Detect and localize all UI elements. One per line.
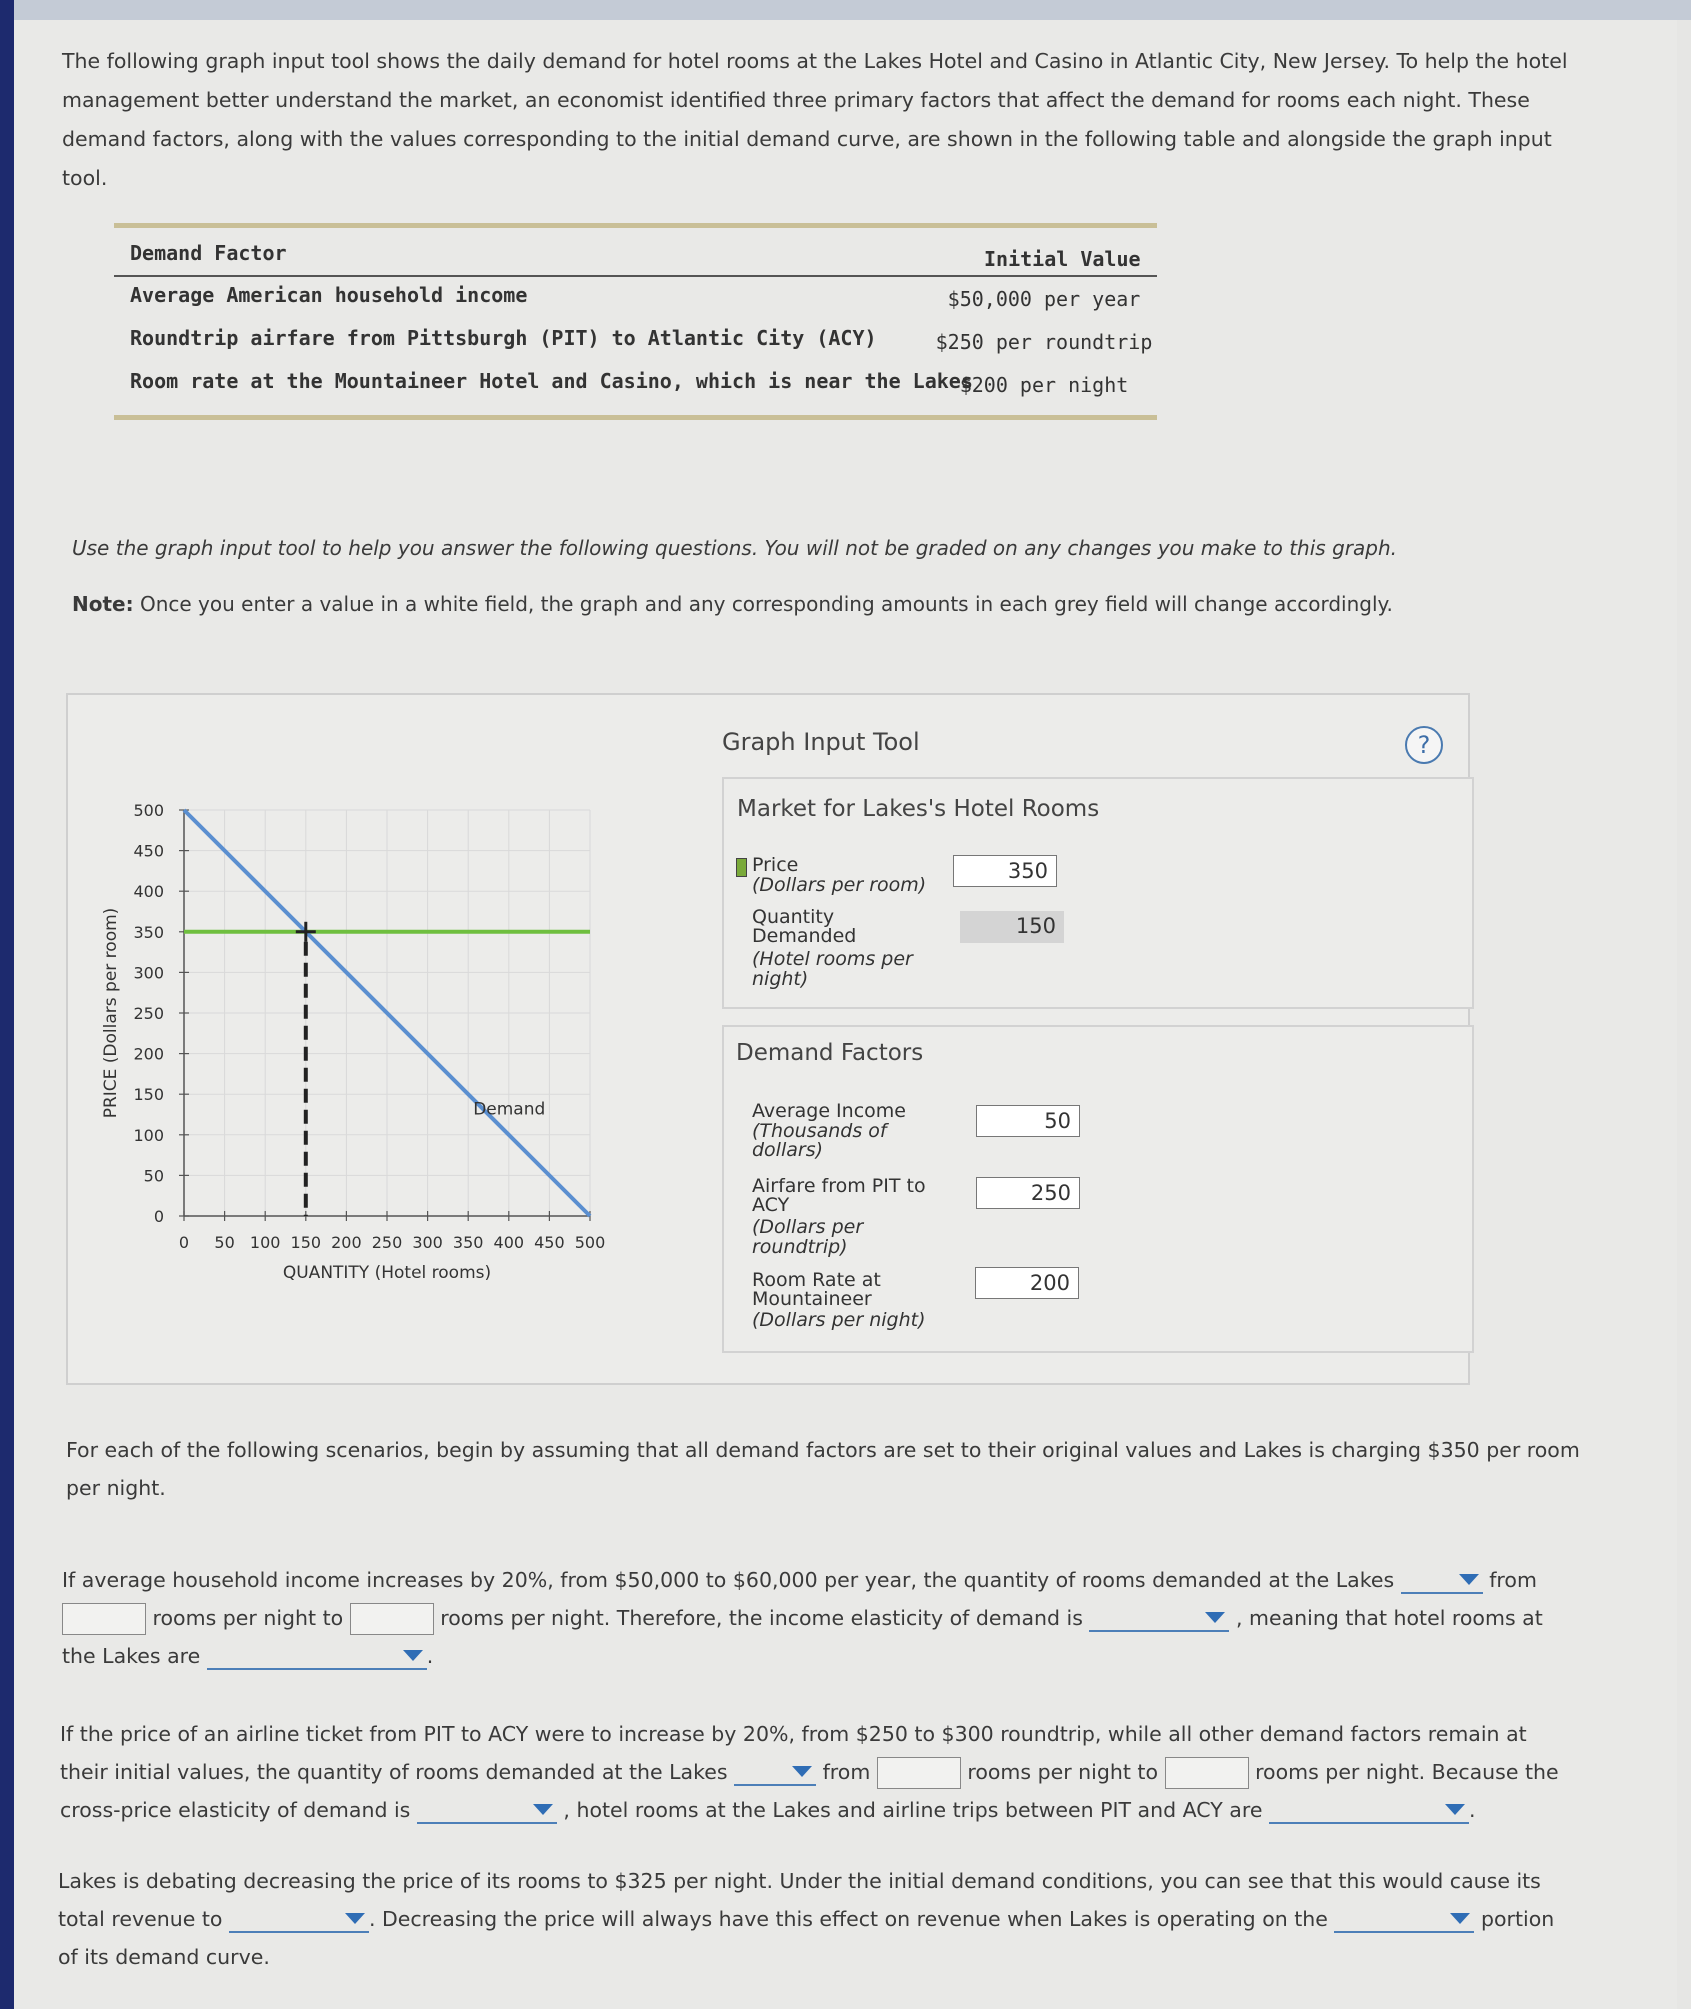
left-bar — [0, 0, 14, 2009]
q2-text-3: rooms per night to — [967, 1760, 1159, 1784]
x-tick-label: 50 — [214, 1233, 235, 1252]
q2-text-1: If the price of an airline ticket from PIT to ACY were to increase by 20%, from $250 to $300 roundtrip, while all other demand factors remain at their initial values, the quantity of rooms demanded at the Lakes — [60, 1722, 1527, 1784]
airfare-label-2: ACY — [752, 1194, 790, 1216]
demand-chart — [88, 790, 648, 1290]
q1-text-4: rooms per night. Therefore, the income elasticity of demand is — [440, 1606, 1083, 1630]
table-rule-top — [114, 223, 1157, 228]
note-body: Once you enter a value in a white field, the graph and any corresponding amounts in each grey field will change accordingly. — [133, 592, 1393, 616]
tool-title: Graph Input Tool — [722, 728, 920, 756]
airfare-label-1: Airfare from PIT to — [752, 1175, 926, 1197]
x-tick-label: 300 — [412, 1233, 443, 1252]
y-tick-label: 300 — [133, 963, 164, 983]
q1-change-dropdown[interactable] — [1401, 1568, 1483, 1594]
q1-text-2: from — [1489, 1568, 1537, 1592]
table-row-value: $50,000 per year — [947, 287, 1141, 311]
price-unit: (Dollars per room) — [752, 874, 927, 896]
quantity-demanded-field: 150 — [960, 911, 1064, 943]
help-icon[interactable]: ? — [1405, 726, 1443, 764]
q2-relationship-dropdown[interactable] — [1269, 1798, 1469, 1824]
top-bar — [0, 0, 1691, 20]
y-tick-label: 150 — [133, 1085, 164, 1105]
q2-elasticity-dropdown[interactable] — [417, 1798, 557, 1824]
q1-text-6: . — [426, 1644, 434, 1668]
table-row-value: $250 per roundtrip — [935, 330, 1153, 354]
table-row-factor: Roundtrip airfare from Pittsburgh (PIT) to Atlantic City (ACY) — [130, 326, 877, 350]
q2-text-5: , hotel rooms at the Lakes and airline trips between PIT and ACY are — [563, 1798, 1263, 1822]
q3-text-1: Lakes is debating decreasing the price of its rooms to $325 per night. Under the initial demand conditions, you can see that this would cause its total revenue to — [58, 1869, 1541, 1931]
x-tick-label: 200 — [331, 1233, 362, 1252]
chevron-down-icon — [345, 1913, 365, 1924]
table-header-value: Initial Value — [984, 247, 1141, 271]
y-tick-label: 500 — [133, 801, 164, 820]
x-tick-label: 350 — [452, 1233, 484, 1252]
x-axis-label: QUANTITY (Hotel rooms) — [282, 1263, 492, 1283]
x-tick-label: 500 — [574, 1233, 606, 1252]
instruction-text: Use the graph input tool to help you answer the following questions. You will not be graded on any changes you make to this graph. — [72, 536, 1397, 560]
chevron-down-icon — [792, 1766, 812, 1777]
q1-good-type-dropdown[interactable] — [207, 1644, 427, 1670]
table-header-factor: Demand Factor — [130, 241, 287, 265]
room-rate-label-1: Room Rate at — [752, 1269, 881, 1291]
table-row-factor: Room rate at the Mountaineer Hotel and Casino, which is near the Lakes — [130, 369, 973, 393]
x-tick-label: 0 — [178, 1233, 190, 1252]
y-tick-label: 100 — [133, 1125, 164, 1145]
question-airfare — [60, 1715, 1570, 1829]
room-rate-unit: (Dollars per night) — [752, 1309, 926, 1331]
chevron-down-icon — [403, 1650, 423, 1661]
price-input[interactable]: 350 — [953, 855, 1057, 887]
qd-unit-1: (Hotel rooms per — [752, 948, 913, 970]
q1-text-3: rooms per night to — [152, 1606, 344, 1630]
table-rule-bottom — [114, 415, 1157, 420]
income-unit-1: (Thousands of — [752, 1120, 887, 1142]
q2-from-input[interactable] — [877, 1757, 961, 1789]
airfare-unit-2: roundtrip) — [752, 1236, 848, 1258]
x-tick-label: 150 — [290, 1233, 322, 1252]
chevron-down-icon — [533, 1804, 553, 1815]
price-label: Price — [752, 854, 799, 876]
chevron-down-icon — [1445, 1804, 1465, 1815]
intro-text: The following graph input tool shows the daily demand for hotel rooms at the Lakes Hotel and Casino in Atlantic City, New Jersey. To help the hotel management better understand the market, an economist identified three primary factors that affect the demand for rooms each night. These demand factors, along with the values corresponding to the initial demand curve, are shown in the following table and alongside the graph input tool. — [62, 49, 1568, 190]
room-rate-input[interactable]: 200 — [975, 1267, 1079, 1299]
q1-text-1: If average household income increases by 20%, from $50,000 to $60,000 per year, the quantity of rooms demanded at the Lakes — [62, 1568, 1395, 1592]
airfare-unit-1: (Dollars per — [752, 1216, 864, 1238]
q1-elasticity-dropdown[interactable] — [1089, 1606, 1229, 1632]
q3-portion-dropdown[interactable] — [1334, 1907, 1474, 1933]
q3-text-3: portion of its demand curve. — [58, 1907, 1555, 1969]
y-tick-label: 400 — [133, 882, 164, 902]
table-header-line — [114, 275, 1157, 277]
demand-factors-title: Demand Factors — [736, 1040, 924, 1066]
q1-from-input[interactable] — [62, 1603, 146, 1635]
x-axis-ticks — [179, 1211, 605, 1252]
question-revenue — [58, 1862, 1568, 1976]
q2-change-dropdown[interactable] — [734, 1760, 816, 1786]
y-tick-label: 50 — [143, 1166, 164, 1186]
x-tick-label: 400 — [493, 1233, 525, 1252]
y-tick-label: 200 — [133, 1044, 164, 1064]
question-income — [62, 1561, 1572, 1675]
note-text — [72, 592, 1393, 616]
y-tick-label: 250 — [133, 1004, 164, 1023]
q2-text-6: . — [1468, 1798, 1476, 1822]
income-label: Average Income — [752, 1100, 906, 1122]
y-axis-label: PRICE (Dollars per room) — [101, 907, 121, 1119]
qd-unit-2: night) — [752, 968, 809, 990]
price-legend-icon — [736, 858, 747, 877]
table-row-value: $200 per night — [959, 373, 1129, 397]
qd-label-1: Quantity — [752, 906, 835, 928]
y-axis-ticks — [133, 801, 189, 1226]
q2-text-2: from — [822, 1760, 871, 1784]
q1-text-5: , meaning that hotel rooms at the Lakes are — [62, 1606, 1543, 1668]
market-panel-title: Market for Lakes's Hotel Rooms — [737, 796, 1100, 822]
q1-to-input[interactable] — [350, 1603, 434, 1635]
q3-revenue-dropdown[interactable] — [229, 1907, 369, 1933]
demand-curve-label: Demand — [473, 1099, 546, 1120]
x-tick-label: 100 — [249, 1233, 281, 1252]
qd-label-2: Demanded — [752, 925, 857, 947]
q2-text-4: rooms per night. Because the cross-price elasticity of demand is — [60, 1760, 1559, 1822]
q2-to-input[interactable] — [1165, 1757, 1249, 1789]
room-rate-label-2: Mountaineer — [752, 1288, 872, 1310]
airfare-input[interactable]: 250 — [976, 1177, 1080, 1209]
y-tick-label: 350 — [133, 922, 164, 942]
income-input[interactable]: 50 — [976, 1105, 1080, 1137]
y-tick-label: 450 — [133, 841, 164, 861]
y-tick-label: 0 — [153, 1207, 164, 1226]
chevron-down-icon — [1205, 1612, 1225, 1623]
chevron-down-icon — [1450, 1913, 1470, 1924]
x-tick-label: 450 — [534, 1233, 565, 1252]
scenario-intro: For each of the following scenarios, begin by assuming that all demand factors are set to their original values and Lakes is charging $350 per room per night. — [66, 1438, 1580, 1500]
q3-text-2: . Decreasing the price will always have this effect on revenue when Lakes is operating on the — [368, 1907, 1328, 1931]
note-label: Note: — [72, 592, 134, 616]
chevron-down-icon — [1459, 1574, 1479, 1585]
income-unit-2: dollars) — [752, 1139, 824, 1161]
x-tick-label: 250 — [371, 1233, 403, 1252]
table-row-factor: Average American household income — [130, 283, 528, 307]
